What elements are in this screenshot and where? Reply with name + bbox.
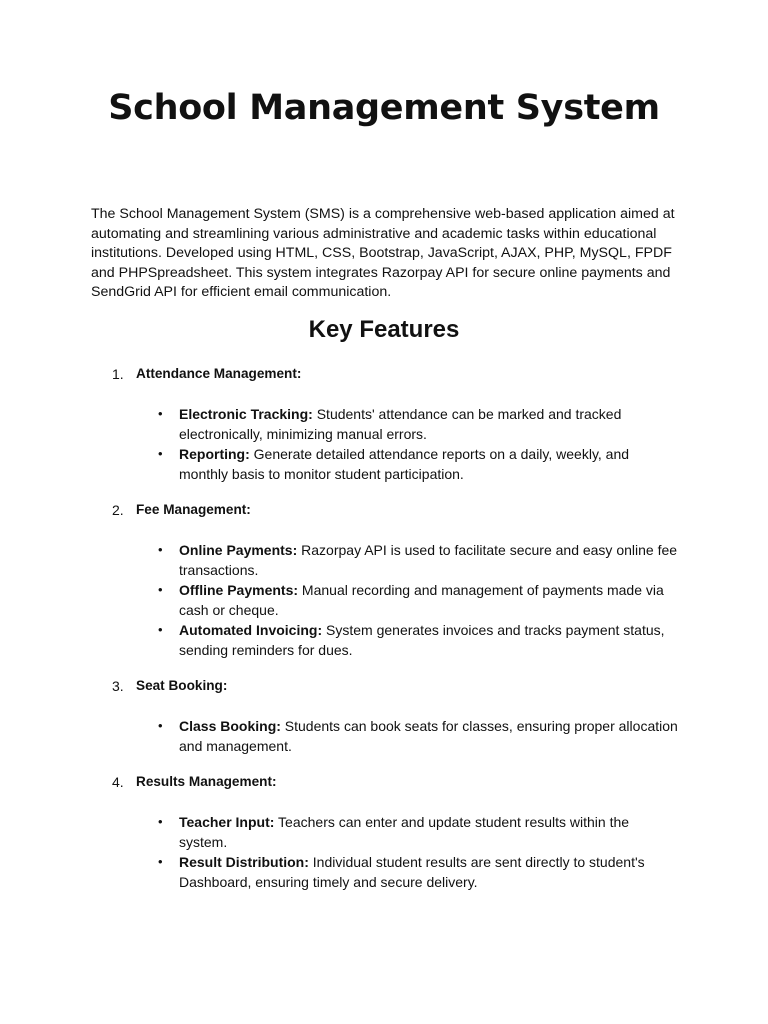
bullet-item	[0, 444, 679, 484]
feature-number: 3.	[112, 678, 124, 694]
feature-number: 4.	[112, 774, 124, 790]
bullet-term: Result Distribution:	[179, 854, 309, 870]
feature-label: Results Management:	[136, 774, 277, 789]
bullet-text: System generates invoices and tracks payment status, sending reminders for dues.	[179, 622, 665, 658]
feature-item	[0, 772, 768, 892]
feature-heading	[0, 500, 768, 522]
bullet-text: Razorpay API is used to facilitate secure and easy online fee transactions.	[179, 542, 678, 578]
intro-paragraph: The School Management System (SMS) is a comprehensive web-based application aimed at automating and streamlining various administrative and academic tasks within educational institutions. Developed using HTML, CSS, Bootstrap, JavaScript, AJAX, PHP, MySQL, FPDF and PHPSpreadsheet. This system integrates Razorpay API for secure online payments and SendGrid API for efficient email communication.	[91, 206, 675, 301]
bullet-dot-icon: •	[158, 814, 163, 829]
feature-heading	[0, 772, 768, 794]
bullet-item	[0, 812, 679, 852]
bullet-dot-icon: •	[158, 542, 163, 557]
bullet-term: Class Booking:	[179, 718, 281, 734]
bullet-item	[0, 620, 679, 660]
feature-heading	[0, 676, 768, 698]
feature-item	[0, 364, 768, 484]
bullet-dot-icon: •	[158, 446, 163, 461]
bullet-list	[0, 716, 768, 756]
bullet-term: Automated Invoicing:	[179, 622, 323, 638]
feature-item	[0, 500, 768, 660]
feature-label: Attendance Management:	[136, 366, 302, 381]
bullet-dot-icon: •	[158, 582, 163, 597]
bullet-term: Online Payments:	[179, 542, 298, 558]
bullet-item	[0, 852, 679, 892]
bullet-text: Generate detailed attendance reports on a daily, weekly, and monthly basis to monitor student participation.	[179, 446, 630, 482]
bullet-text: Teachers can enter and update student results within the system.	[179, 814, 630, 850]
bullet-list	[0, 812, 768, 892]
bullet-item	[0, 540, 679, 580]
bullet-text: Individual student results are sent directly to student's Dashboard, ensuring timely and secure delivery.	[179, 854, 645, 890]
bullet-term: Teacher Input:	[179, 814, 275, 830]
bullet-term: Offline Payments:	[179, 582, 299, 598]
feature-label: Fee Management:	[136, 502, 251, 517]
feature-label: Seat Booking:	[136, 678, 228, 693]
feature-heading	[0, 364, 768, 386]
bullet-term: Reporting:	[179, 446, 250, 462]
section-title-key-features: Key Features	[308, 316, 460, 343]
bullet-dot-icon: •	[158, 854, 163, 869]
feature-number: 2.	[112, 502, 124, 518]
bullet-text: Students can book seats for classes, ensuring proper allocation and management.	[179, 718, 678, 754]
bullet-item	[0, 404, 679, 444]
bullet-dot-icon: •	[158, 718, 163, 733]
bullet-dot-icon: •	[158, 406, 163, 421]
bullet-list	[0, 404, 768, 484]
bullet-text: Students' attendance can be marked and tracked electronically, minimizing manual errors.	[179, 406, 622, 442]
bullet-dot-icon: •	[158, 622, 163, 637]
feature-item	[0, 676, 768, 756]
bullet-list	[0, 540, 768, 660]
feature-number: 1.	[112, 366, 124, 382]
document-title: School Management System	[108, 88, 660, 128]
bullet-item	[0, 716, 679, 756]
bullet-item	[0, 580, 679, 620]
bullet-text: Manual recording and management of payments made via cash or cheque.	[179, 582, 664, 618]
features-list	[0, 364, 768, 892]
bullet-term: Electronic Tracking:	[179, 406, 313, 422]
